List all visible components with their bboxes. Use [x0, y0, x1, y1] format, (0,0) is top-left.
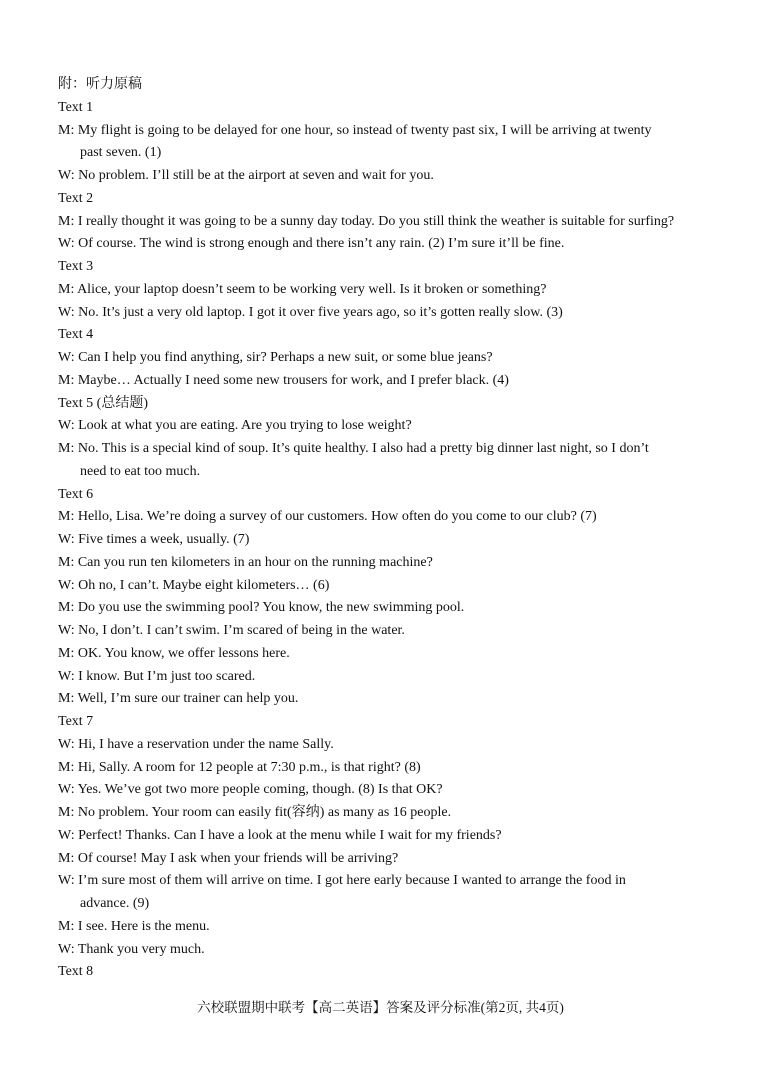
text-section-label: Text 1	[58, 99, 94, 115]
dialogue-line: W: I know. But I’m just too scared.	[58, 668, 256, 684]
dialogue-line: W: Perfect! Thanks. Can I have a look at the menu while I wait for my friends?	[58, 827, 502, 843]
dialogue-line: past seven. (1)	[80, 145, 162, 161]
dialogue-line: W: No. It’s just a very old laptop. I got it over five years ago, so it’s gotten really slow. (3)	[58, 304, 563, 320]
dialogue-line: W: Can I help you find anything, sir? Perhaps a new suit, or some blue jeans?	[58, 350, 493, 365]
dialogue-line: W: Yes. We’ve got two more people coming, though. (8) Is that OK?	[58, 782, 443, 798]
text-section-label: Text 6	[58, 486, 94, 502]
dialogue-line: W: Of course. The wind is strong enough and there isn’t any rain. (2) I’m sure it’ll be fine.	[58, 236, 565, 252]
dialogue-line: M: Of course! May I ask when your friends will be arriving?	[58, 850, 399, 866]
dialogue-line: W: Thank you very much.	[58, 941, 205, 957]
dialogue-line: M: Do you use the swimming pool? You know, the new swimming pool.	[58, 600, 465, 616]
text-section-label: Text 7	[58, 714, 94, 729]
dialogue-line: M: Hi, Sally. A room for 12 people at 7:30 p.m., is that right? (8)	[58, 759, 421, 775]
text-section-label: Text 4	[58, 327, 94, 343]
dialogue-line: M: My flight is going to be delayed for one hour, so instead of twenty past six, I will be arriving at twenty	[58, 122, 652, 138]
dialogue-line: M: Maybe… Actually I need some new trousers for work, and I prefer black. (4)	[58, 372, 509, 388]
dialogue-line: W: No problem. I’ll still be at the airport at seven and wait for you.	[58, 168, 434, 183]
dialogue-line: M: No. This is a special kind of soup. It’s quite healthy. I also had a pretty big dinner last night, so I don’t	[58, 441, 649, 456]
dialogue-line: W: Hi, I have a reservation under the name Sally.	[58, 736, 334, 752]
dialogue-line: M: Well, I’m sure our trainer can help you.	[58, 691, 299, 707]
dialogue-line: W: Oh no, I can’t. Maybe eight kilometers… (6)	[58, 577, 330, 593]
transcript-body	[58, 74, 718, 984]
section-heading: 附：听力原稿	[58, 77, 142, 92]
dialogue-line: W: No, I don’t. I can’t swim. I’m scared of being in the water.	[58, 623, 405, 638]
text-section-label: Text 3	[58, 259, 94, 274]
dialogue-line: W: Five times a week, usually. (7)	[58, 532, 250, 547]
dialogue-line: M: Alice, your laptop doesn’t seem to be working very well. Is it broken or something?	[58, 281, 547, 297]
dialogue-line: M: Can you run ten kilometers in an hour on the running machine?	[58, 554, 433, 570]
dialogue-line: W: I’m sure most of them will arrive on time. I got here early because I wanted to arrange the food in	[58, 873, 626, 889]
text-section-label: Text 8	[58, 964, 94, 980]
page-footer: 六校联盟期中联考【高二英语】答案及评分标准(第2页, 共4页)	[197, 1000, 564, 1015]
text-section-label: Text 2	[58, 190, 94, 206]
dialogue-line: W: Look at what you are eating. Are you trying to lose weight?	[58, 418, 412, 434]
text-section-label: Text 5 (总结题)	[58, 395, 149, 411]
transcript-lines	[58, 97, 718, 984]
dialogue-line: M: OK. You know, we offer lessons here.	[58, 645, 290, 661]
dialogue-line: M: I really thought it was going to be a sunny day today. Do you still think the weather is suitable for surfing?	[58, 213, 675, 229]
dialogue-line: need to eat too much.	[80, 463, 201, 479]
dialogue-line: advance. (9)	[80, 896, 150, 911]
dialogue-line: M: Hello, Lisa. We’re doing a survey of our customers. How often do you come to our club? (7)	[58, 509, 597, 525]
dialogue-line: M: No problem. Your room can easily fit(容纳) as many as 16 people.	[58, 805, 452, 820]
dialogue-line: M: I see. Here is the menu.	[58, 918, 210, 934]
